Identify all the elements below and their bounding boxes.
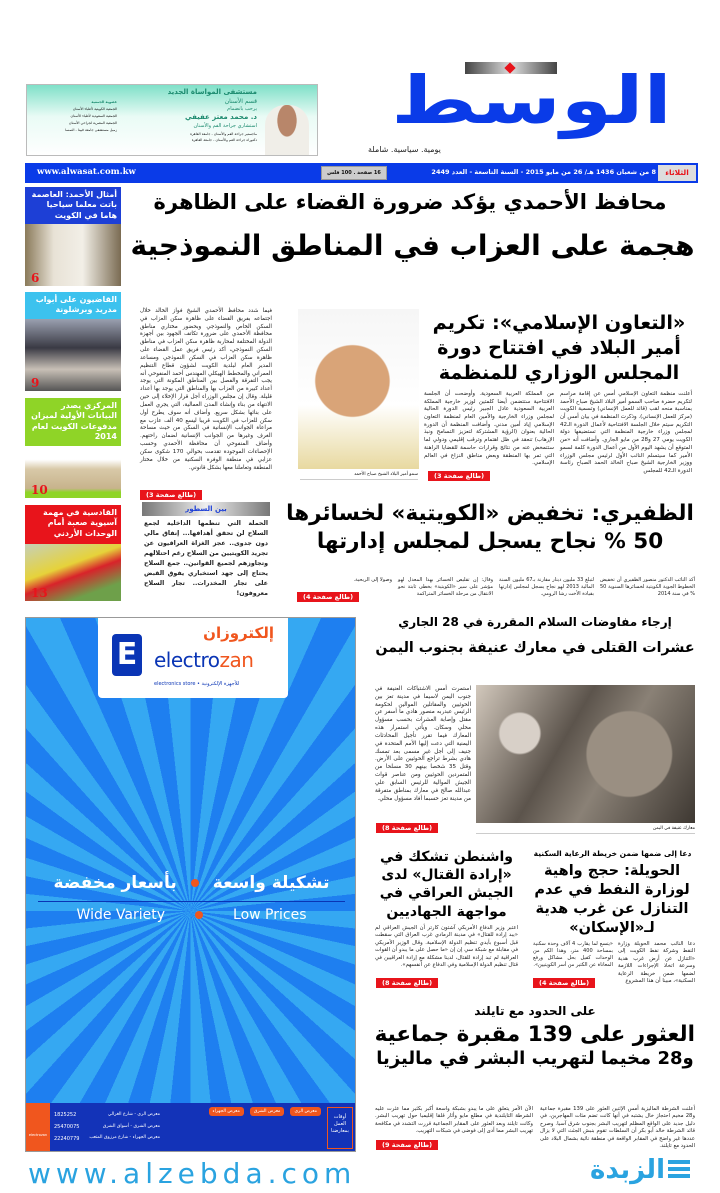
- ad-intro: يرحب بانضمام: [227, 106, 257, 112]
- washington-headline[interactable]: واشنطن تشكك في «إرادة القتال» لدى الجيش العراقي في مواجهة الجهاديين: [379, 849, 514, 920]
- ad-dept: قسم الأسنان: [224, 98, 257, 105]
- ad-qualifications: ماجستير جراحة الفم والأسنان - جامعة القاهرة دكتوراه جراحة الفم والأسنان - جامعة القاهرة: [190, 132, 257, 142]
- between-lines-body: الحملة التي تنظمها الداخلية لجمع السلاح لن تحقق أهدافها... إنفاق مالي دون جدوى.. عجز الغزاة العراقيون عن تجريد الكويتيين من السلاح رغم احتلالهم وتجاوزهم لجميع القوانين.. جمع السلاح يحتاج إلى جهد استخباري يفوق القبض على تجار المخدرات.. تجار السلاح معروفون!: [144, 520, 268, 598]
- masthead-tagline: يومية. سياسية. شاملة: [368, 145, 441, 154]
- lead-body: فيما شدد محافظ الأحمدي الشيخ فواز الخالد خلال اجتماعه بفريق القضاء على ظاهرة سكن العزاب في السكن الخاص والنموذجي وبحضور مختاري مناطق محافظة الأحمدي على ضرورة تكاتف الجهود بين أجهزة الدولة المختلفة لمحاربة ظاهرة سكن العزاب في مناطق السكن النموذجي، أكد رئيس فريق عمل القضاء على ظاهرة سكن العزاب في السكن النموذجي ومساعد المدير العام لبلدية الكويت لشؤون قطاع التنظيم العمراني والمخطط الهيكلي المهندس أحمد المنفوحي أنه يجب التفرقة والفصل بين المناطق المكونة التي يوجد أعداد كبيرة من العزاب بها والمناطق التي يوجد بها أعداد قليلة. وقال إن مجلس الوزراء أجل قرار الإخلاء إلى حين الانتهاء من بناء وإنشاء المدن العمالية، التي يجري العمل على بنائها بشكل سريع. وأضاف أنه سوف يطرح أول سكن للعزاب في الكويت قريبا ليسع 40 ألف عازب مع مراعاة الجوانب الإنسانية في السكن من حيث مساحة الغرف وغيرها من الجوانب الإنسانية لضمان راحتهم. وأضاف المنفوحي أن محافظة الأحمدي وحسب الإحصاءات الموجودة تقدمت بحوالي 170 شكوى سكن عزابي في منطقة الوفرة السكنية من خلال مختار المنطقة وتعاملنا معها بشكل قانوني.: [140, 308, 273, 471]
- yemen-photo: [476, 685, 695, 823]
- continue-link[interactable]: (طالع صفحة 8): [376, 823, 438, 833]
- doctor-photo: [265, 105, 309, 156]
- electrozan-advertisement[interactable]: [25, 617, 356, 1152]
- teaser-photo: 13: [25, 544, 121, 601]
- emir-body-right: أعلنت منظمة التعاون الإسلامي أمس عن إقامة مراسم لتكريم حضرة صاحب السمو أمير البلاد الشيخ صباح الأحمد بمناسبة منحه لقب (قائد للعمل الإنساني) وتسمية الكويت (مركز للعمل الإنساني). وذكرت المنظمة في بيان أمس أن التكريم سيتم خلال الجلسة الافتتاحية لأعمال الدورة الـ42 لمجلس وزراء خارجية المنظمة التي تستضيفها دولة الكويت يومي 27 و28 من مايو الجاري. وأضافت أنه «من المتوقع أن يشهد اليوم الأول من أعمال الدورة كلمة لسمو الأمير كما سيتسلم النائب الأول لرئيس مجلس الوزراء ووزير الخارجية الشيخ صباح الخالد الحمد الصباح رئاسة الدورة الـ42 للمجلس: [560, 391, 692, 474]
- ad-phones: 1825252 25470075 22240779: [54, 1112, 80, 1142]
- between-lines-box: [142, 502, 270, 602]
- yemen-headline[interactable]: عشرات القتلى في معارك عنيفة بجنوب اليمن: [375, 640, 695, 656]
- date-bar: [25, 163, 698, 183]
- between-lines-title: بين السطور: [142, 502, 270, 516]
- lead-article: [140, 308, 272, 501]
- emir-body-left: من المملكة العربية السعودية. وأوضحت أن الجلسة الافتتاحية ستتضمن أيضا كلمتين لوزير خارجية المملكة العربية السعودية عادل الجبير رئيس الدورة الحالية لمجلس وزراء الخارجية والأمين العام لمنظمة التعاون الإسلامي إياد أمين مدني. وأضافت المنظمة أن الدورة الحالية بعنوان (الرؤية المشتركة لتعزيز التسامح ونبذ الإرهاب) تنعقد في ظل اهتمام وترقب إقليمي ودولي لما ستتمخض عنه من نتائج وقرارات حاسمة للقضايا الراهنة التي تمر بها المنطقة وبعض مناطق النزاع في العالم الإسلامي.: [424, 391, 554, 467]
- alzebda-logo: الزبدة: [590, 1156, 690, 1192]
- thailand-headline[interactable]: العثور على 139 مقبرة جماعية و28 مخيما لتهريب البشر في ماليزيا: [374, 1022, 695, 1069]
- website-link[interactable]: www.alwasat.com.kw: [37, 167, 136, 177]
- howaila-kicker: دعا إلى ضمها ضمن خريطة الرعاية السكنية: [533, 849, 692, 858]
- continue-link[interactable]: (طالع صفحة 3): [428, 471, 490, 481]
- footer-website[interactable]: www.alzebda.com: [28, 1157, 357, 1190]
- thailand-kicker: على الحدود مع تايلند: [474, 1004, 596, 1018]
- yemen-caption: معارك عنيفة في اليمن: [476, 826, 695, 834]
- continue-link[interactable]: (طالع صفحة 9): [376, 1140, 438, 1150]
- continue-link[interactable]: (طالع صفحة 4): [533, 978, 595, 988]
- washington-body: اعتبر وزير الدفاع الأمريكي آشتون كارتر أن الجيش العراقي لم «يبد إرادة للقتال» في مدينة الرمادي غرب العراق التي سقطت قبل أسبوع بأيدي تنظيم الدولة الإسلامية. وقال الوزير الأمريكي في مقابلة مع شبكة سي إن إن «ما حصل على ما يبدو أن القوات العراقية لم تبد إرادة للقتال، لدينا مشكلة مع إرادة العراقيين في قتال تنظيم الدولة الإسلامية وفي الدفاع عن أنفسهم».: [375, 925, 518, 969]
- howaila-headline[interactable]: الحويلة: حجج واهية لوزارة النفط في عدم التنازل عن غرب هدية لـ«الإسكان»: [534, 863, 690, 936]
- teaser-photo: 9: [25, 319, 121, 391]
- sidebar-teaser[interactable]: المركزي يصدر البيانات الأولية لميزان مدفوعات الكويت لعام 2014 10: [25, 398, 121, 498]
- ad-showroom-strip: electrozan 1825252 25470075 22240779 معرض الري - شارع الغزالي معرض الشرق - أسواق الشرق معرض الجهراء - شارع مرزوق المتعب معرض الري معرض الشرق معرض الجهراء أوقات العمل بمعارضنا: [26, 1103, 356, 1152]
- ad-hospital-name: مستشفى المواساة الجديد: [167, 88, 257, 96]
- electrozan-logo: E إلكتروزان electrozan electronics store • للأجهزة الإلكترونية: [98, 618, 288, 698]
- yemen-body: استمرت أمس الاشتباكات العنيفة في جنوب اليمن لاسيما في مدينة تعز بين الحوثيين والمقاتلين الموالين لحكومة الرئيس عبدربه منصور هادي ما أسفر عن مقتل وإصابة العشرات بحسب مسؤول محلي وسكان. ويأتي استمرار هذه المعارك فيما تقرر تأجيل المحادثات اليمنية التي دعت إليها الأمم المتحدة في جنيف إلى أجل غير مسمى بعد تمسك هادي بشرط تراجع الحوثيين على الأرض. وقتل 35 شخصا بينهم 30 مسلحا من المتمردين الحوثيين ومن عناصر قوات الجيش الموالية للرئيس السابق علي عبدالله صالح في معارك بمناطق متفرقة من مدينة تعز حسبما أفاد مسؤول محلي.: [375, 686, 472, 802]
- ad-doctor: د. محمد معتز عفيفي: [185, 113, 257, 121]
- lead-kicker: محافظ الأحمدي يؤكد ضرورة القضاء على الظاهرة: [153, 190, 667, 214]
- sidebar-teaser[interactable]: أمثال الأحمد: العاصمة باتت معلما سياحيا هاما في الكويت 6: [25, 187, 121, 286]
- continue-link[interactable]: (طالع صفحة 3): [140, 490, 202, 500]
- ad-slogan-ar: تشكيلة واسعة بأسعار مخفضة: [53, 873, 330, 893]
- howaila-body-left: «يتسع لما يقارب 4 آلاف وحدة سكنية بمساحة 400 متر، وهذا الكم من الوحدات كفيل بحل مشاكل ورفع المعاناة عن الكثير من أسر الكويتيين».: [533, 941, 613, 969]
- sidebar-teaser[interactable]: القادسية في مهمة آسيوية صعبة أمام الوحدات الأردني 13: [25, 505, 121, 601]
- issue-date: 8 من شعبان 1436 هـ/ 26 من مايو 2015 - السنة التاسعة - العدد 2449: [431, 168, 656, 176]
- ad-showrooms: معرض الري معرض الشرق معرض الجهراء: [166, 1107, 321, 1116]
- ad-role: استشاري جراحة الفم والأسنان: [193, 123, 257, 129]
- yemen-kicker: إرجاء مفاوضات السلام المقررة في 28 الجاري: [398, 615, 672, 629]
- dhafiri-headline[interactable]: الظفيري: تخفيض «الكويتية» لخسائرها 50 % نجاح يسجل لمجلس إدارتها: [286, 501, 694, 554]
- top-advertisement[interactable]: [26, 84, 318, 156]
- teaser-photo: 10: [25, 450, 121, 498]
- ad-slogan-en: Low Prices Wide Variety: [76, 907, 307, 923]
- emir-headline[interactable]: «التعاون الإسلامي»: تكريم أمير البلاد في افتتاح دورة المجلس الوزاري للمنظمة: [432, 311, 686, 385]
- emir-photo: [298, 309, 419, 469]
- thailand-body-right: أعلنت الشرطة الماليزية أمس الإثنين العثور على 139 مقبرة جماعية و28 مخيم احتجاز خال يشتبه في أنها كانت تضم مئات المهاجرين، في دليل جديد على الواقع المظلم لتهريب البشر بجنوب شرق آسيا. وصرح قائد الشرطة خالد أبو بكر أن السلطات تقوم بنبش الجثث التي لا يزال عددها غير واضح في المقابر الواقعة في منطقة نائية بشمال البلاد على الحدود مع تايلند.: [540, 1106, 695, 1150]
- emir-caption: سمو أمير البلاد الشيخ صباح الأحمد: [300, 472, 418, 480]
- day-badge: الثلاثاء: [658, 165, 696, 181]
- howaila-body-right: دعا النائب محمد الحويلة وزارة النفط وشركة نفط الكويت إلى «التنازل عن أرض غرب هدية وسرعة اتخاذ الإجراءات اللازمة لضمها ضمن خريطة الرعاية السكنية»، مبينا أن هذا المشروع: [618, 941, 695, 985]
- ad-addresses: معرض الري - شارع الغزالي معرض الشرق - أسواق الشرق معرض الجهراء - شارع مرزوق المتعب: [89, 1112, 160, 1141]
- masthead-logo: الوسط: [391, 62, 672, 139]
- lead-headline[interactable]: هجمة على العزاب في المناطق النموذجية: [130, 229, 695, 262]
- thailand-body-left: الآن الأمر يتعلق على ما يبدو بشبكة واسعة أكبر بكثير مما عثرت عليه الشرطة التايلندية في مطلع مايو وأثار قلقا إقليميا حول تهريب البشر. وكانت تايلند وبعد العثور على المقابر الجماعية قررت التشدد في مكافحة تهريب البشر مما أدى إلى فوضى في شبكات التهريب.: [375, 1106, 533, 1135]
- teaser-photo: 6: [25, 224, 121, 286]
- ad-memberships: عضوية الجمعية الجمعية الكويتية لأطباء الأسنان الجمعية السعودية لأطباء الأسنان الجمعية المصرية لجراحي الأسنان زميل مستشفى جامعة فيينا - النمسا: [65, 100, 117, 132]
- price-badge: 16 صفحة . 100 فلس: [321, 166, 387, 180]
- continue-link[interactable]: (طالع صفحة 8): [376, 978, 438, 988]
- dhafiri-body: أكد النائب الدكتور منصور الظفيري أن تخفيض الخطوط الجوية الكويتية لخسائرها السنوية 50 % في سنة 2014 لتبلغ 33 مليون دينار مقارنة بـ67 مليون السنة المالية 2013 لهو نجاح يسجل لمجلس إدارتها بقيادة الأخت رشا الرومي. وقال: إن تقليص الخسائر بهذا المعدل لهو مؤشر على سير «الكويتية» بخطى ثابتة نحو الانتقال من مرحلة الخسائر المتراكمة وصولا إلى الربحية. (طالع صفحة 4): [290, 577, 695, 607]
- sidebar-teaser[interactable]: القاضيون على أبواب مدريد وبرشلونة 9: [25, 292, 121, 391]
- continue-link[interactable]: (طالع صفحة 4): [297, 592, 359, 602]
